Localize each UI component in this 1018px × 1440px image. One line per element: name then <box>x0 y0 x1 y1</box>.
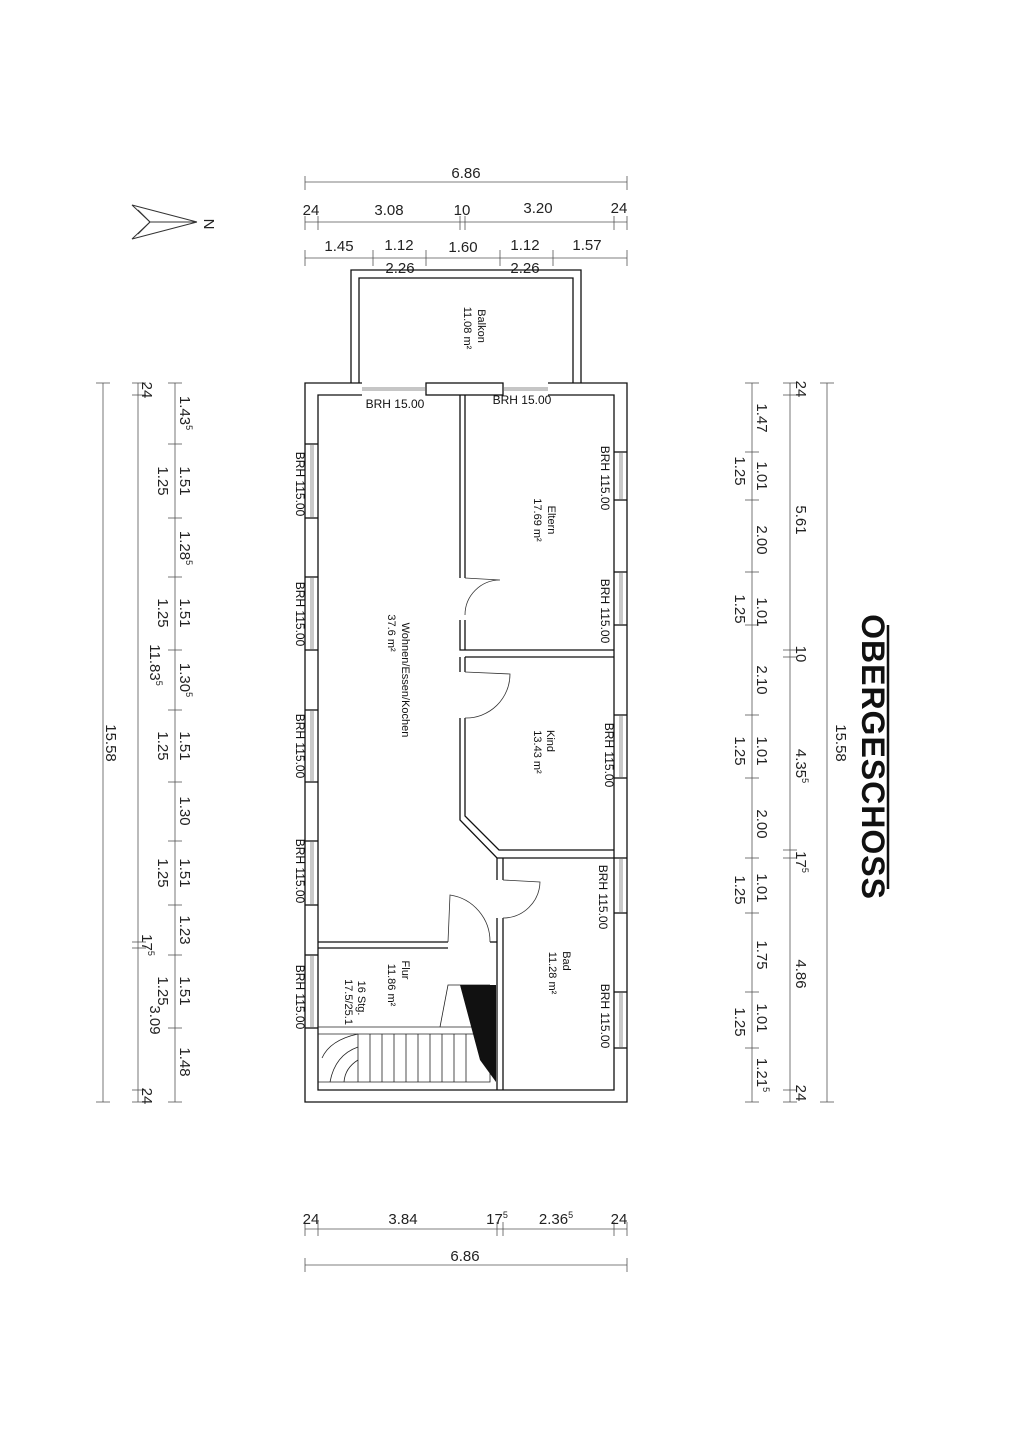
dim-label: 1.30 <box>176 796 193 826</box>
brh-label: BRH 115.00 <box>598 578 612 644</box>
room-name-wohnen: Wohnen/Essen/Kochen <box>399 622 411 738</box>
dim-label: 1.25 <box>154 466 171 496</box>
brh-label: BRH 15.00 <box>492 393 552 407</box>
dim-label: 1.28$^5$ <box>176 530 194 566</box>
page-title: OBERGESCHOSS <box>855 614 891 900</box>
brh-label: BRH 15.00 <box>365 397 425 411</box>
door-swings <box>448 578 540 942</box>
stair-ratio: 17.5/25.1 <box>342 979 354 1025</box>
dim-label: 24 <box>138 1087 155 1105</box>
top-total-dimension: 6.86 <box>451 165 481 182</box>
left-total-dimension: 15.58 <box>102 724 119 762</box>
dim-label: 1.51 <box>176 466 193 496</box>
dim-label: 1.30$^5$ <box>176 662 194 698</box>
dim-label: 1.25 <box>154 598 171 628</box>
balcony-name: Balkon <box>475 309 487 343</box>
room-area-flur: 11.86 m² <box>385 963 397 1007</box>
dim-label: 24 <box>302 1211 320 1228</box>
dim-label: 10 <box>453 202 471 219</box>
dim-label: 24 <box>610 1211 628 1228</box>
brh-label: BRH 115.00 <box>293 713 307 779</box>
dim-label: 1.01 <box>753 461 770 491</box>
dim-label: 2.00 <box>753 809 770 839</box>
dim-label: $17^5$ <box>792 851 810 873</box>
brh-label: BRH 115.00 <box>598 445 612 511</box>
brh-label: BRH 115.00 <box>596 864 610 930</box>
dim-label: 24 <box>138 381 155 399</box>
dim-label: 1.51 <box>176 731 193 761</box>
room-area-eltern: 17.69 m² <box>531 498 543 542</box>
dim-label: 3.09 <box>146 1005 163 1035</box>
dim-label: 1.47 <box>753 403 770 433</box>
dim-label: 1.45 <box>324 238 354 255</box>
dim-label: 1.48 <box>176 1047 193 1077</box>
dim-label: 1.12 <box>510 237 540 254</box>
right-total-dimension: 15.58 <box>832 724 849 762</box>
bottom-total-dimension: 6.86 <box>450 1248 480 1265</box>
dim-label: 1.75 <box>753 940 770 970</box>
dim-label: 4.35$^5$ <box>792 748 810 784</box>
stair-steps: 16 Stg. <box>355 980 367 1016</box>
brh-label: BRH 115.00 <box>293 581 307 647</box>
dim-label: 1.51 <box>176 976 193 1006</box>
dim-label: 2.00 <box>753 525 770 555</box>
room-area-wohnen: 37.6 m² <box>385 614 397 652</box>
dim-label: 1.25 <box>731 456 748 486</box>
dim-label: 2.36$^5$ <box>538 1210 574 1228</box>
dim-label: 1.25 <box>154 731 171 761</box>
right-room-dimensions <box>792 381 810 1102</box>
dim-label: 1.21$^5$ <box>753 1057 771 1093</box>
dim-label: 11.83$^5$ <box>146 644 164 686</box>
dim-label: 2.26 <box>385 260 415 277</box>
dim-label: 3.84 <box>388 1211 418 1228</box>
room-name-bad: Bad <box>560 951 572 971</box>
north-label: N <box>200 218 217 230</box>
bottom-dimension-row1 <box>303 1210 628 1228</box>
dim-label: 1.01 <box>753 597 770 627</box>
brh-label: BRH 115.00 <box>293 964 307 1030</box>
dim-label: 3.08 <box>374 202 404 219</box>
balcony-opening-dimensions <box>385 260 539 277</box>
dim-label: 2.26 <box>510 260 540 277</box>
dim-label: 24 <box>792 380 809 398</box>
dim-label: 1.01 <box>753 873 770 903</box>
dim-label: 1.25 <box>731 736 748 766</box>
brh-label: BRH 115.00 <box>293 451 307 517</box>
dim-label: 1.43$^5$ <box>176 395 194 431</box>
room-name-kind: Kind <box>544 729 556 753</box>
right-window-dimensions <box>753 403 771 1092</box>
left-height-dimensions <box>154 466 171 1005</box>
north-arrow-icon <box>132 205 197 239</box>
top-dimension-row2 <box>303 200 628 219</box>
dim-label: $17^5$ <box>138 934 156 956</box>
stair-void <box>460 985 496 1082</box>
dim-label: 3.20 <box>523 200 553 217</box>
dim-label: $17^5$ <box>486 1210 508 1228</box>
top-dimension-row3 <box>324 237 601 256</box>
room-labels <box>342 498 572 1025</box>
dim-label: 10 <box>792 645 809 663</box>
dim-label: 24 <box>610 200 628 217</box>
dim-label: 1.57 <box>572 237 602 254</box>
right-height-dimensions <box>731 456 748 1036</box>
brh-label: BRH 115.00 <box>598 983 612 1049</box>
dim-label: 1.01 <box>753 1003 770 1033</box>
dim-label: 1.25 <box>154 858 171 888</box>
dim-label: 1.25 <box>731 875 748 905</box>
brh-label: BRH 115.00 <box>602 722 616 788</box>
room-name-eltern: Eltern <box>545 505 557 535</box>
dim-label: 1.12 <box>384 237 414 254</box>
dim-label: 1.60 <box>448 239 478 256</box>
dim-label: 4.86 <box>792 959 809 989</box>
dim-label: 2.10 <box>753 665 770 695</box>
dim-label: 1.51 <box>176 858 193 888</box>
dim-label: 24 <box>792 1084 809 1102</box>
dim-label: 1.01 <box>753 736 770 766</box>
brh-label: BRH 115.00 <box>293 838 307 904</box>
dim-label: 1.25 <box>731 594 748 624</box>
left-window-dimensions <box>176 396 194 1077</box>
room-name-flur: Flur <box>399 960 411 980</box>
balcony-area: 11.08 m² <box>461 306 473 350</box>
room-area-bad: 11.28 m² <box>546 951 558 995</box>
dim-label: 1.25 <box>731 1007 748 1037</box>
room-area-kind: 13.43 m² <box>531 730 543 774</box>
dim-label: 1.25 <box>154 976 171 1006</box>
dim-label: 1.51 <box>176 598 193 628</box>
dim-label: 24 <box>302 202 320 219</box>
dim-label: 5.61 <box>792 505 809 535</box>
dim-label: 1.23 <box>176 915 193 945</box>
